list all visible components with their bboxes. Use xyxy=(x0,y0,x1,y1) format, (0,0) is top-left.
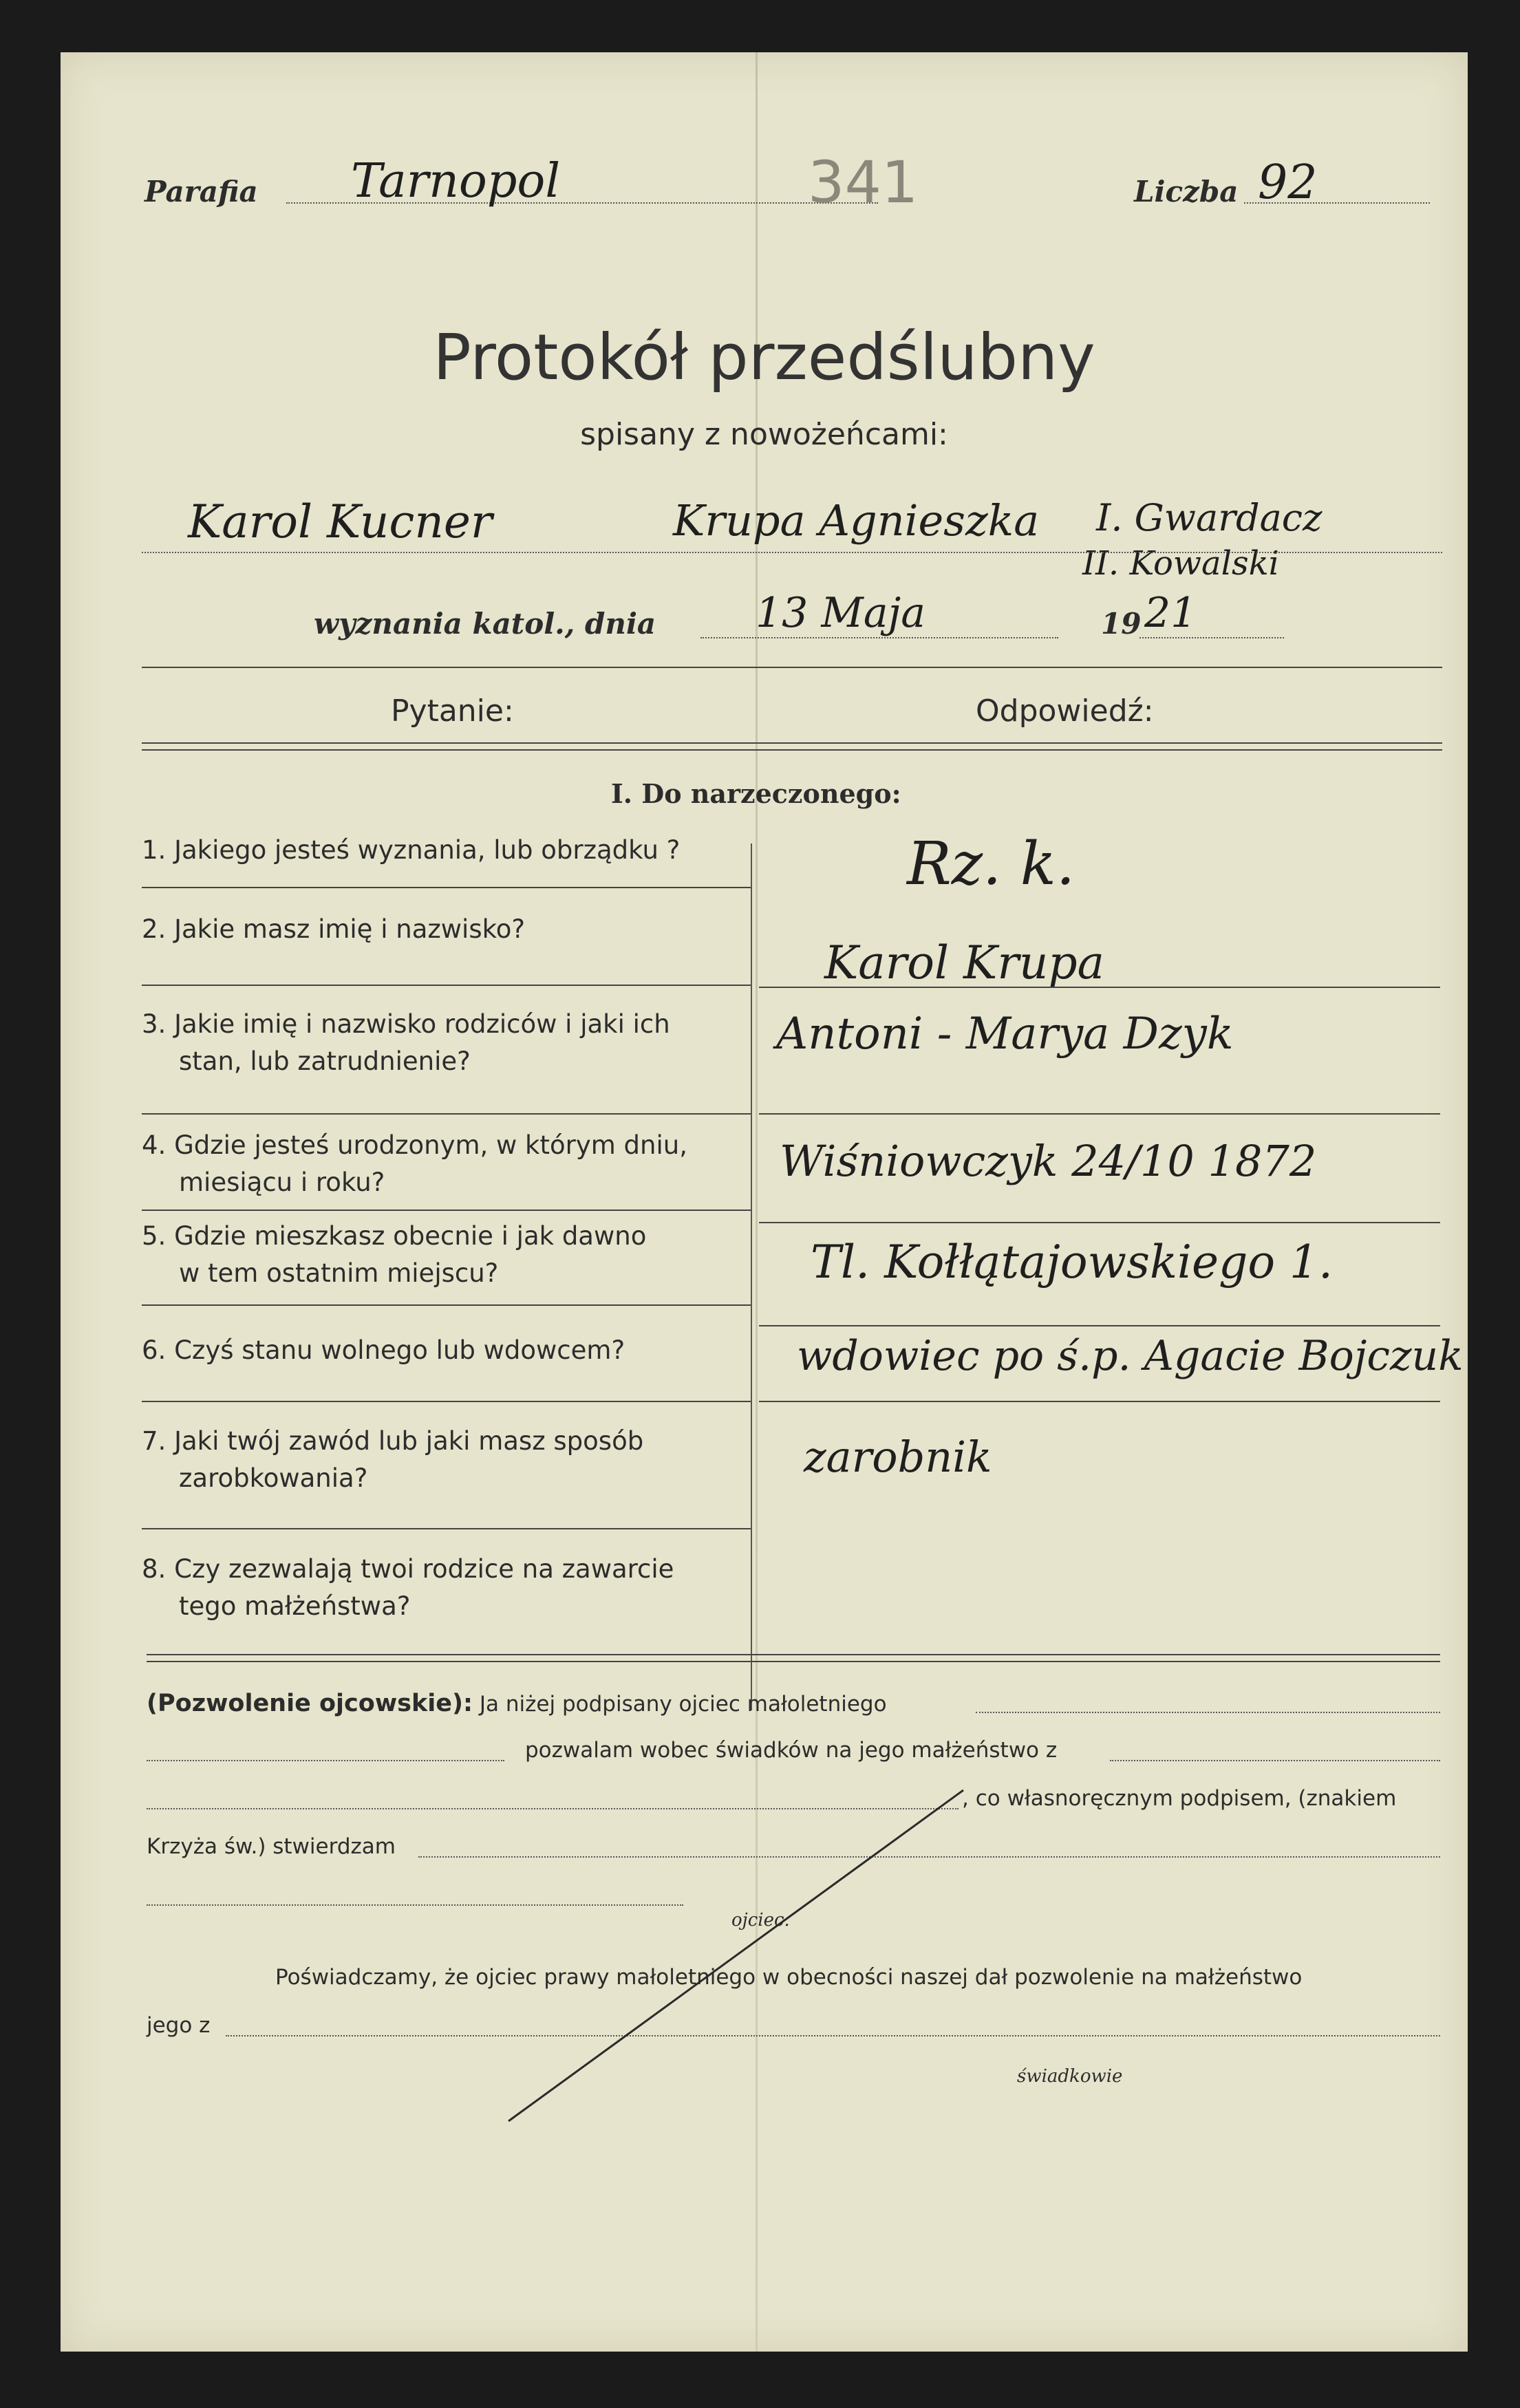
question-7-text-1: Jaki twój zawód lub jaki masz sposób xyxy=(174,1426,644,1456)
permission-text-5: Poświadczamy, że ojciec prawy małoletniego w obecności naszej dał pozwolenie na małżeństwo xyxy=(275,1965,1303,1990)
year-prefix: 19 xyxy=(1101,607,1142,641)
diagonal-line xyxy=(509,1790,963,2121)
permission-text-1: Ja niżej podpisany ojciec małoletniego xyxy=(479,1692,887,1717)
permission-text-6: jego z xyxy=(147,2013,211,2038)
liczba-handwritten: 92 xyxy=(1258,155,1318,210)
date-handwritten: 13 Maja xyxy=(756,589,926,637)
answer-5-handwritten: Tl. Kołłątajowskiego 1. xyxy=(811,1236,1334,1289)
answer-1-handwritten: Rz. k. xyxy=(907,830,1075,899)
groom-name-handwritten: Karol Kucner xyxy=(188,495,493,548)
question-8-text-1: Czy zezwalają twoi rodzice na zawarcie xyxy=(174,1554,674,1584)
question-1-number: 1. xyxy=(142,835,167,865)
year-handwritten: 21 xyxy=(1144,589,1197,637)
witnesses-label: świadkowie xyxy=(1017,2066,1123,2087)
answer-3-handwritten: Antoni - Marya Dzyk xyxy=(776,1009,1234,1060)
question-5-number: 5. xyxy=(142,1221,167,1251)
document-page xyxy=(61,52,1468,2352)
section-heading: I. Do narzeczonego: xyxy=(611,778,901,809)
question-2-number: 2. xyxy=(142,914,167,944)
parafia-handwritten: Tarnopol xyxy=(351,154,561,208)
permission-text-2: pozwalam wobec świadków na jego małżeństwo z xyxy=(525,1738,1058,1763)
permission-label: (Pozwolenie ojcowskie): xyxy=(147,1690,473,1717)
question-6-number: 6. xyxy=(142,1335,167,1365)
permission-text-4: Krzyża św.) stwierdzam xyxy=(147,1834,396,1859)
page-title: Protokół przedślubny xyxy=(433,321,1095,394)
question-3-text-2: stan, lub zatrudnienie? xyxy=(179,1046,471,1076)
question-7-number: 7. xyxy=(142,1426,167,1456)
answer-7-handwritten: zarobnik xyxy=(804,1432,992,1482)
question-3-text-1: Jakie imię i nazwisko rodziców i jaki ich xyxy=(174,1009,670,1039)
question-1-text: Jakiego jesteś wyznania, lub obrządku ? xyxy=(174,835,681,865)
column-header-question: Pytanie: xyxy=(391,694,514,729)
answer-6-handwritten: wdowiec po ś.p. Agacie Bojczuk xyxy=(797,1332,1464,1380)
witness-note-1: I. Gwardacz xyxy=(1096,496,1323,539)
question-8-number: 8. xyxy=(142,1554,167,1584)
question-6-text: Czyś stanu wolnego lub wdowcem? xyxy=(174,1335,625,1365)
question-3-number: 3. xyxy=(142,1009,167,1039)
cancellation-stroke xyxy=(61,52,1468,2352)
permission-text-3: , co własnoręcznym podpisem, (znakiem xyxy=(962,1786,1397,1811)
question-4-text-2: miesiącu i roku? xyxy=(179,1167,385,1197)
question-5-text-2: w tem ostatnim miejscu? xyxy=(179,1258,499,1288)
parafia-label: Parafia xyxy=(144,175,258,208)
question-2-text: Jakie masz imię i nazwisko? xyxy=(174,914,525,944)
bride-name-handwritten: Krupa Agnieszka xyxy=(673,495,1040,546)
question-5-text-1: Gdzie mieszkasz obecnie i jak dawno xyxy=(174,1221,647,1251)
question-4-number: 4. xyxy=(142,1130,167,1160)
answer-4-handwritten: Wiśniowczyk 24/10 1872 xyxy=(780,1136,1317,1186)
father-label: ojciec. xyxy=(731,1910,790,1931)
question-7-text-2: zarobkowania? xyxy=(179,1463,368,1493)
question-8-text-2: tego małżeństwa? xyxy=(179,1591,411,1621)
pencil-number: 341 xyxy=(808,149,919,216)
denomination-date-label: wyznania katol., dnia xyxy=(314,607,656,641)
page-subtitle: spisany z nowożeńcami: xyxy=(580,417,948,452)
witness-note-2: II. Kowalski xyxy=(1082,544,1280,583)
column-header-answer: Odpowiedź: xyxy=(976,694,1154,729)
answer-2-handwritten: Karol Krupa xyxy=(824,936,1104,989)
question-4-text-1: Gdzie jesteś urodzonym, w którym dniu, xyxy=(174,1130,687,1160)
liczba-label: Liczba xyxy=(1134,175,1239,208)
